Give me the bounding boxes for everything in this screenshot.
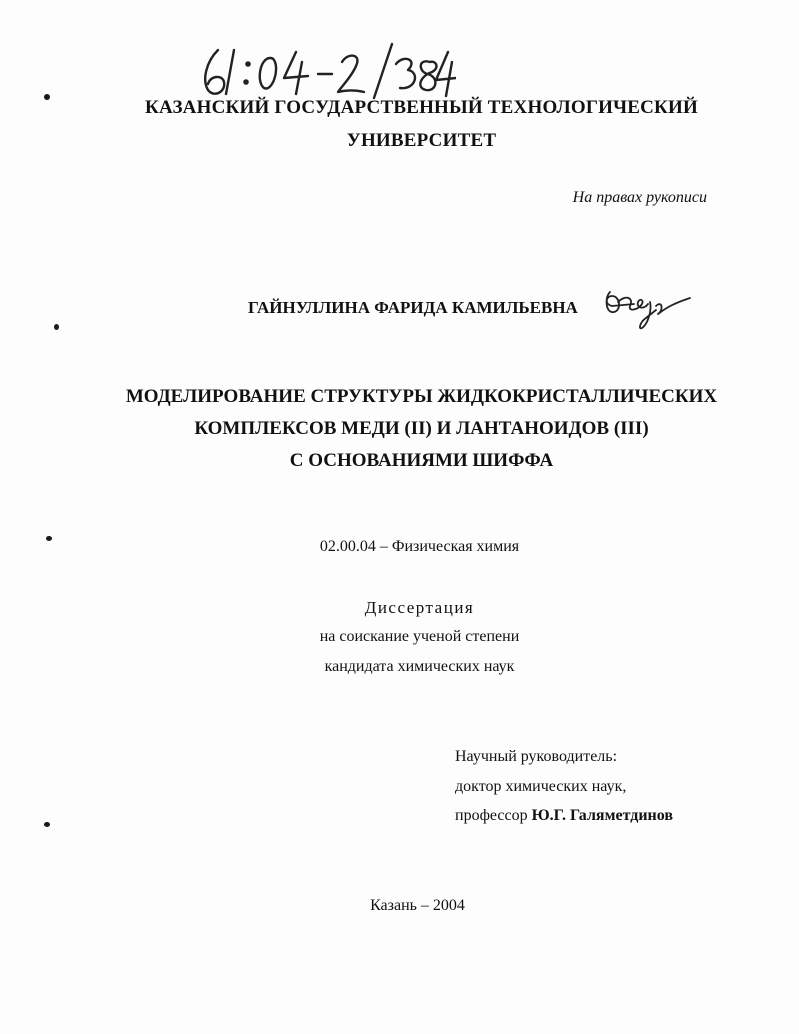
handwritten-archive-number: [196, 36, 456, 100]
advisor-degree: доктор химических наук,: [455, 778, 627, 795]
advisor-position-name: [455, 807, 673, 825]
scan-speck: [54, 324, 59, 330]
author-signature: [600, 284, 692, 332]
place-and-year: Казань – 2004: [370, 897, 465, 914]
scan-speck: [44, 822, 50, 827]
author-name: ГАЙНУЛЛИНА ФАРИДА КАМИЛЬЕВНА: [248, 298, 578, 317]
work-type-label: Диссертация: [364, 598, 475, 617]
degree-line2: кандидата химических наук: [324, 658, 515, 675]
degree-line1: на соискание ученой степени: [319, 628, 520, 645]
advisor-role: Научный руководитель:: [455, 748, 618, 765]
advisor-name: Ю.Г. Галяметдинов: [531, 807, 673, 824]
advisor-position: профессор: [455, 807, 528, 824]
thesis-title-line2: КОМПЛЕКСОВ МЕДИ (II) И ЛАНТАНОИДОВ (III): [194, 418, 649, 439]
manuscript-rights-note: На правах рукописи: [572, 189, 707, 206]
thesis-title-line3: С ОСНОВАНИЯМИ ШИФФА: [289, 450, 554, 471]
university-name-line2: УНИВЕРСИТЕТ: [346, 130, 497, 151]
university-name-line1: КАЗАНСКИЙ ГОСУДАРСТВЕННЫЙ ТЕХНОЛОГИЧЕСКИЙ: [145, 97, 698, 118]
thesis-title-line1: МОДЕЛИРОВАНИЕ СТРУКТУРЫ ЖИДКОКРИСТАЛЛИЧЕСКИХ: [125, 386, 718, 407]
specialty-code: 02.00.04 – Физическая химия: [319, 538, 520, 555]
